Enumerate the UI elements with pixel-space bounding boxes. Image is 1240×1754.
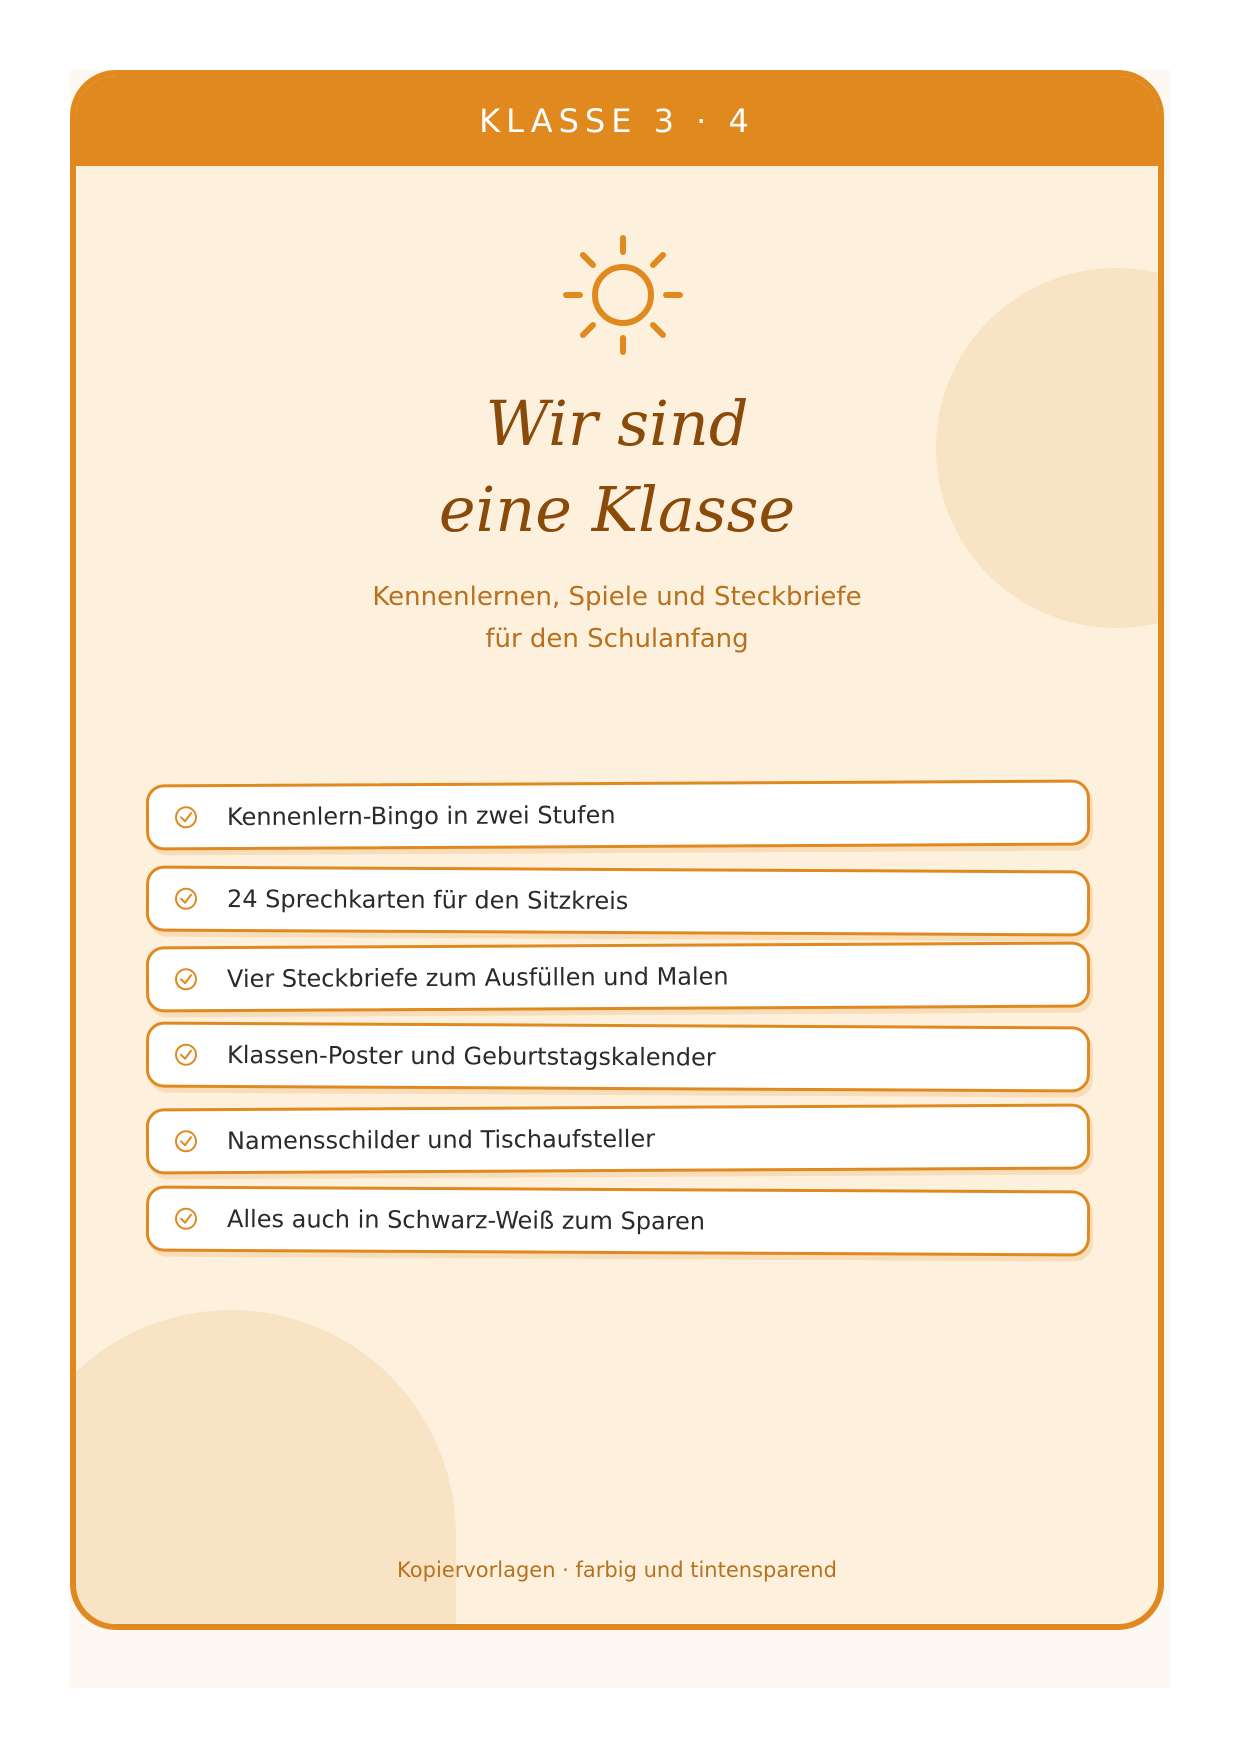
feature-item <box>146 866 1090 937</box>
title-line-2: eine Klasse <box>438 473 796 546</box>
title-line-1: Wir sind <box>485 387 749 460</box>
feature-label: Vier Steckbriefe zum Ausfüllen und Malen <box>226 962 729 994</box>
grade-label: KLASSE 3 · 4 <box>479 102 755 140</box>
subtitle-line-1: Kennenlernen, Spiele und Steckbriefe <box>372 582 862 612</box>
check-circle-icon <box>173 886 199 912</box>
decorative-arch <box>70 1310 456 1630</box>
sun-icon <box>558 230 688 360</box>
feature-item <box>146 1022 1090 1093</box>
feature-label: Namensschilder und Tischaufsteller <box>226 1124 656 1156</box>
grade-banner <box>76 76 1158 166</box>
check-circle-icon <box>173 966 199 992</box>
feature-item <box>146 1186 1090 1257</box>
feature-item <box>146 780 1090 851</box>
page-title <box>76 381 1158 553</box>
feature-label: Kennenlern-Bingo in zwei Stufen <box>226 801 616 832</box>
feature-item <box>146 1104 1090 1175</box>
check-circle-icon <box>173 1042 199 1068</box>
footer-note: Kopiervorlagen · farbig und tintensparend <box>397 1558 837 1582</box>
feature-item <box>146 942 1090 1013</box>
subtitle-line-2: für den Schulanfang <box>485 624 749 654</box>
check-circle-icon <box>173 804 199 830</box>
feature-label: Alles auch in Schwarz-Weiß zum Sparen <box>226 1204 706 1236</box>
feature-label: 24 Sprechkarten für den Sitzkreis <box>226 884 629 916</box>
cover-card <box>70 70 1164 1630</box>
feature-label: Klassen-Poster und Geburtstagskalender <box>226 1040 716 1072</box>
page-subtitle <box>76 576 1158 660</box>
check-circle-icon <box>173 1128 199 1154</box>
check-circle-icon <box>173 1206 199 1232</box>
